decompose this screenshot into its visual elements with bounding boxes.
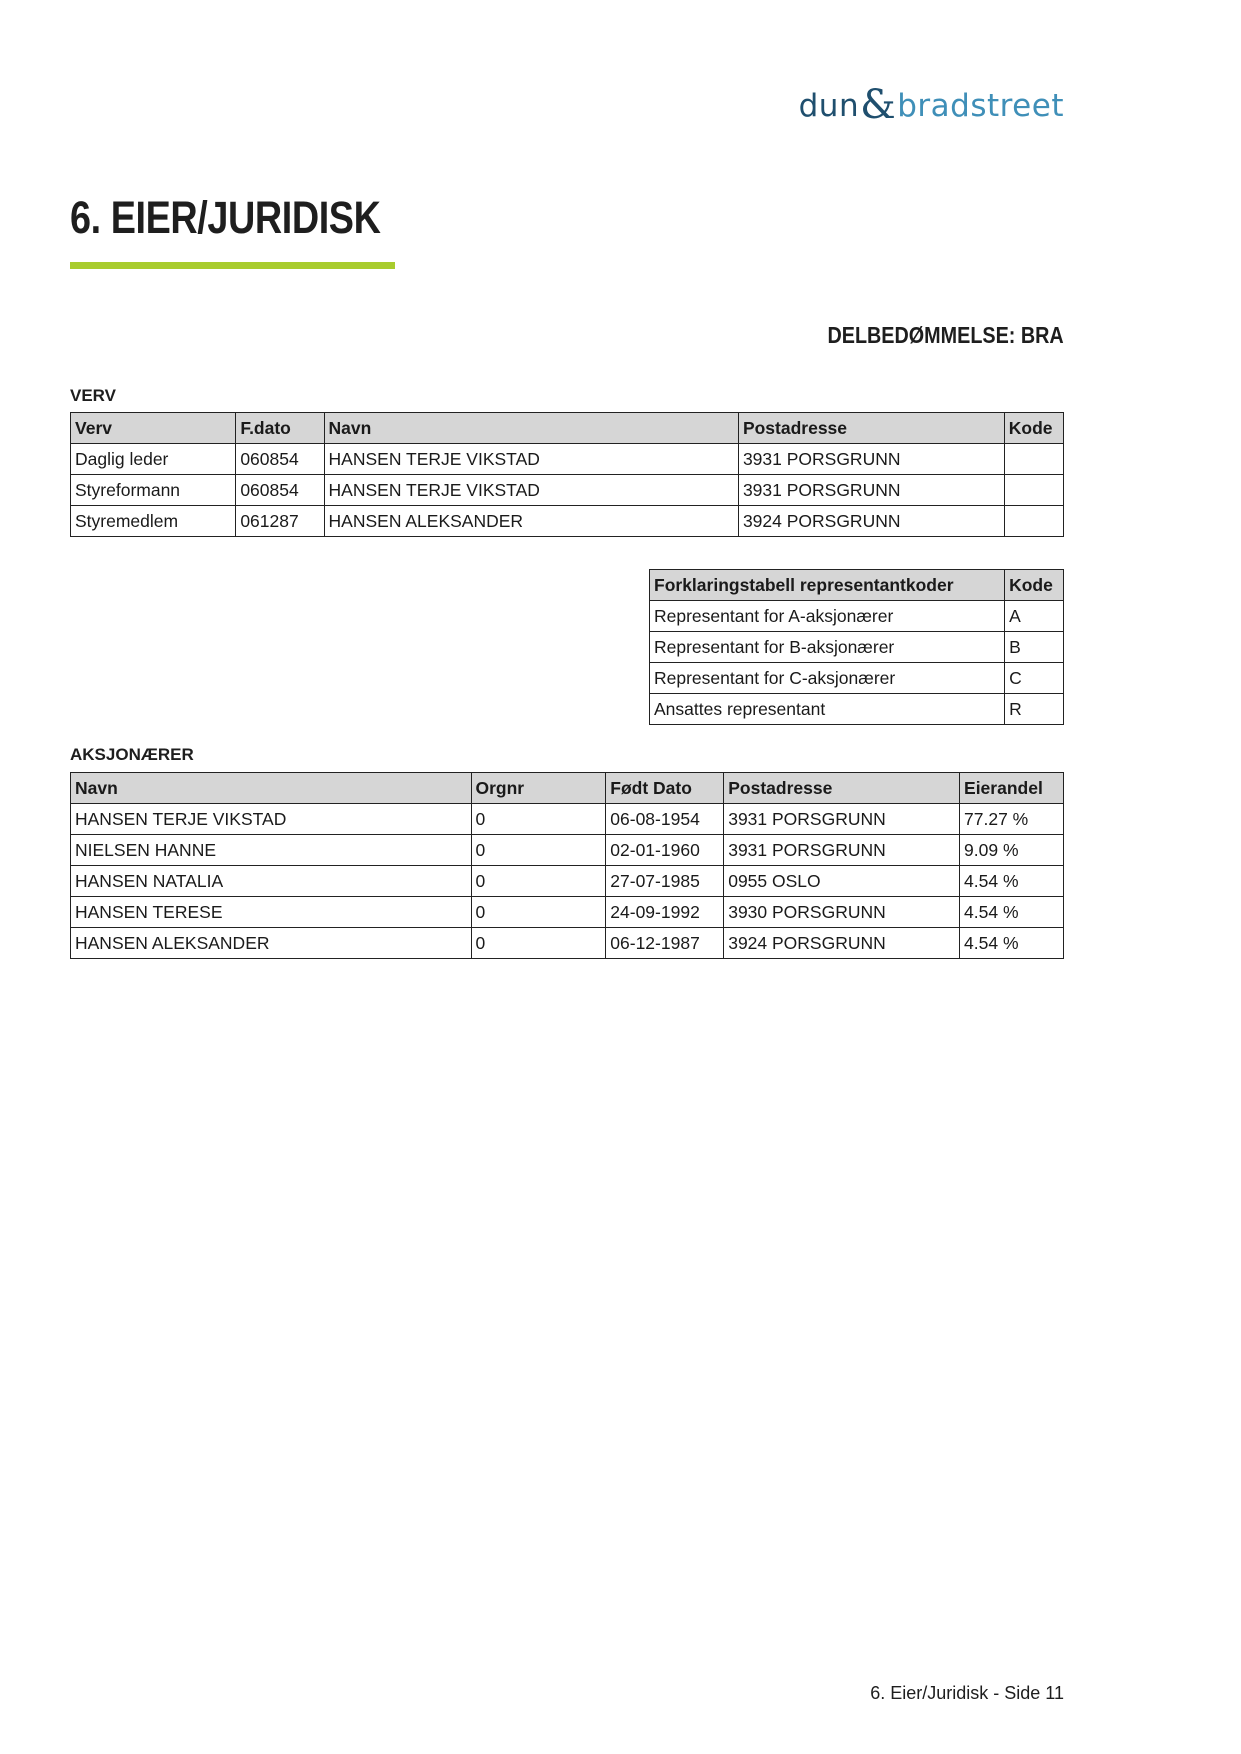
table-row <box>71 928 1064 959</box>
table-cell: 4.54 % <box>960 897 1064 928</box>
verv-table <box>70 412 1064 537</box>
column-header: Forklaringstabell representantkoder <box>650 570 1005 601</box>
table-cell: 061287 <box>236 506 324 537</box>
table-row <box>650 663 1064 694</box>
rating-heading: DELBEDØMMELSE: BRA <box>827 322 1064 348</box>
table-cell: HANSEN ALEKSANDER <box>71 928 472 959</box>
page-title: 6. EIER/JURIDISK <box>70 192 381 243</box>
table-cell: 77.27 % <box>960 804 1064 835</box>
table-cell: 060854 <box>236 444 324 475</box>
table-cell: 0 <box>471 804 606 835</box>
column-header: Eierandel <box>960 773 1064 804</box>
table-row <box>71 866 1064 897</box>
section-label-verv: VERV <box>70 386 116 405</box>
table-cell: 3931 PORSGRUNN <box>738 444 1004 475</box>
table-cell: Representant for A-aksjonærer <box>650 601 1005 632</box>
table-row <box>650 632 1064 663</box>
section-label-aksjonaerer: AKSJONÆRER <box>70 745 194 764</box>
company-logo <box>798 78 1064 128</box>
table-cell: 4.54 % <box>960 928 1064 959</box>
table-cell: 4.54 % <box>960 866 1064 897</box>
column-header: Kode <box>1004 413 1063 444</box>
column-header: Verv <box>71 413 236 444</box>
table-cell: 3924 PORSGRUNN <box>738 506 1004 537</box>
column-header: Orgnr <box>471 773 606 804</box>
title-underline <box>70 262 395 269</box>
table-cell: 060854 <box>236 475 324 506</box>
table-cell: 27-07-1985 <box>606 866 724 897</box>
table-cell: 24-09-1992 <box>606 897 724 928</box>
table-cell: HANSEN TERJE VIKSTAD <box>324 475 738 506</box>
table-cell: C <box>1005 663 1064 694</box>
table-cell: 3931 PORSGRUNN <box>738 475 1004 506</box>
table-header-row <box>71 413 1064 444</box>
column-header: Postadresse <box>724 773 960 804</box>
table-cell: Representant for C-aksjonærer <box>650 663 1005 694</box>
aksjonaerer-table <box>70 772 1064 959</box>
table-row <box>71 835 1064 866</box>
table-row <box>650 694 1064 725</box>
table-cell: NIELSEN HANNE <box>71 835 472 866</box>
forklaring-table <box>649 569 1064 725</box>
table-cell: 06-12-1987 <box>606 928 724 959</box>
table-cell: HANSEN NATALIA <box>71 866 472 897</box>
table-cell <box>1004 444 1063 475</box>
table-cell: 0 <box>471 835 606 866</box>
table-header-row <box>650 570 1064 601</box>
table-cell: 0 <box>471 897 606 928</box>
table-cell <box>1004 475 1063 506</box>
logo-text-bradstreet: bradstreet <box>897 88 1064 124</box>
table-cell: Styreformann <box>71 475 236 506</box>
table-cell: 02-01-1960 <box>606 835 724 866</box>
logo-ampersand: & <box>860 82 897 128</box>
table-row <box>71 804 1064 835</box>
table-cell: HANSEN TERJE VIKSTAD <box>324 444 738 475</box>
column-header: Postadresse <box>738 413 1004 444</box>
table-cell: Daglig leder <box>71 444 236 475</box>
table-cell: 0955 OSLO <box>724 866 960 897</box>
table-row <box>650 601 1064 632</box>
table-cell: 0 <box>471 928 606 959</box>
table-cell: Representant for B-aksjonærer <box>650 632 1005 663</box>
table-cell: HANSEN TERJE VIKSTAD <box>71 804 472 835</box>
logo-text-dun: dun <box>798 88 860 124</box>
table-cell: Styremedlem <box>71 506 236 537</box>
table-cell: 06-08-1954 <box>606 804 724 835</box>
table-cell <box>1004 506 1063 537</box>
table-row <box>71 506 1064 537</box>
column-header: Kode <box>1005 570 1064 601</box>
table-cell: B <box>1005 632 1064 663</box>
table-row <box>71 475 1064 506</box>
table-cell: Ansattes representant <box>650 694 1005 725</box>
table-cell: HANSEN ALEKSANDER <box>324 506 738 537</box>
table-cell: A <box>1005 601 1064 632</box>
column-header: Navn <box>71 773 472 804</box>
table-cell: R <box>1005 694 1064 725</box>
page-footer: 6. Eier/Juridisk - Side 11 <box>870 1683 1064 1703</box>
table-cell: 3930 PORSGRUNN <box>724 897 960 928</box>
table-cell: 0 <box>471 866 606 897</box>
table-header-row <box>71 773 1064 804</box>
column-header: Født Dato <box>606 773 724 804</box>
table-cell: 3931 PORSGRUNN <box>724 835 960 866</box>
table-cell: HANSEN TERESE <box>71 897 472 928</box>
table-row <box>71 897 1064 928</box>
table-cell: 9.09 % <box>960 835 1064 866</box>
column-header: Navn <box>324 413 738 444</box>
table-row <box>71 444 1064 475</box>
table-cell: 3924 PORSGRUNN <box>724 928 960 959</box>
column-header: F.dato <box>236 413 324 444</box>
table-cell: 3931 PORSGRUNN <box>724 804 960 835</box>
